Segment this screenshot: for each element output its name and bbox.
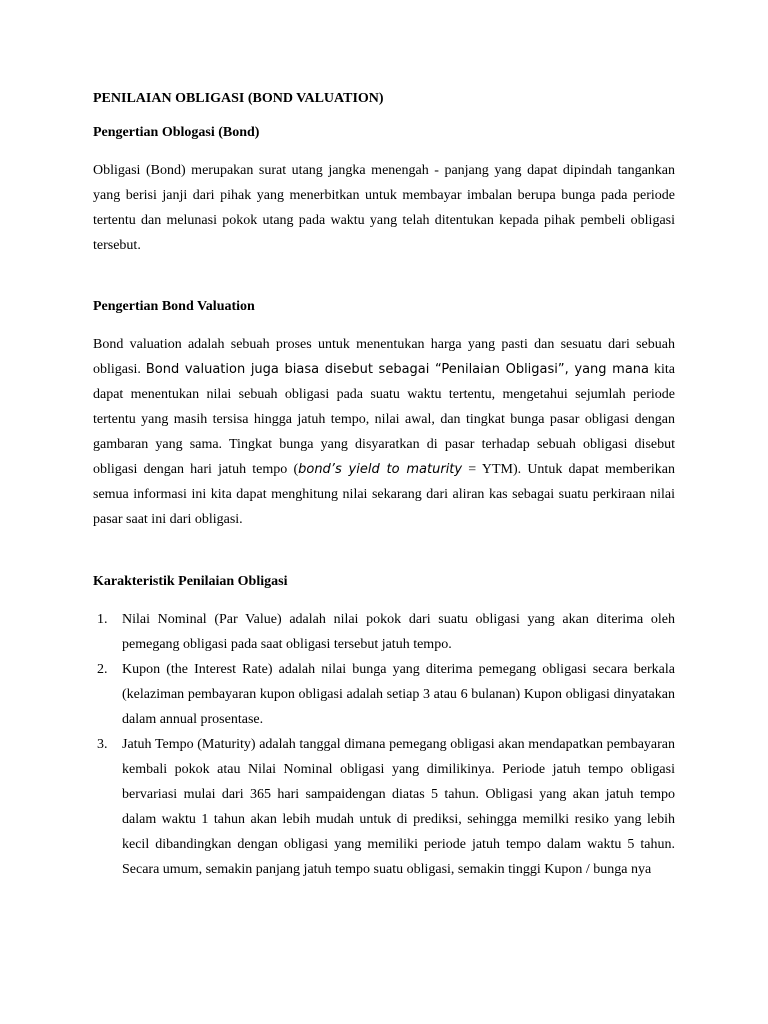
list-item-text: Kupon (the Interest Rate) adalah nilai bunga yang diterima pemegang obligasi secara berkala (kelaziman pembayaran kupon obligasi adalah setiap 3 atau 6 bulanan) Kupon obligasi dinyatakan dalam annual prosentase. (122, 662, 675, 727)
text-run: kita dapat menentukan nilai sebuah obligasi pada suatu waktu tertentu, mengetahui sejumlah periode tertentu yang masih tersisa hingga jatuh tempo, nilai awal, dan tingkat bunga pasar obligasi dengan gambaran yang sama. Tingkat bunga yang disyaratkan di pasar terhadap sebuah obligasi disebut obligasi dengan hari jatuh tempo ( (93, 362, 675, 477)
list-item-text: Nilai Nominal (Par Value) adalah nilai pokok dari suatu obligasi yang akan diterima oleh pemegang obligasi pada saat obligasi tersebut jatuh tempo. (122, 612, 675, 652)
section-spacer (93, 532, 675, 569)
list-item (93, 732, 675, 882)
section-heading-bond-valuation: Pengertian Bond Valuation (93, 299, 255, 314)
list-item (93, 657, 675, 732)
section-spacer (93, 258, 675, 294)
document-page (93, 86, 675, 882)
document-title: PENILAIAN OBLIGASI (BOND VALUATION) (93, 91, 384, 106)
paragraph-bond-definition: Obligasi (Bond) merupakan surat utang jangka menengah - panjang yang dapat dipindah tangankan yang berisi janji dari pihak yang menerbitkan untuk membayar imbalan berupa bunga pada periode tertentu dan melunasi pokok utang pada waktu yang telah ditentukan kepada pihak pembeli obligasi tersebut. (93, 163, 675, 253)
text-run: Bond valuation adalah sebuah proses untuk menentukan harga yang pasti dan sesuatu dari sebuah obligasi. (93, 337, 675, 377)
paragraph-bond-valuation (93, 332, 675, 532)
text-run-alt-font: Bond valuation juga biasa disebut sebagai “Penilaian Obligasi”, yang mana (145, 362, 649, 377)
characteristics-list (93, 607, 675, 882)
section-heading-bond-definition: Pengertian Oblogasi (Bond) (93, 125, 260, 140)
section-heading-characteristics: Karakteristik Penilaian Obligasi (93, 574, 288, 589)
list-item-number: 3. (97, 737, 108, 752)
list-item-number: 1. (97, 612, 108, 627)
list-item-text: Jatuh Tempo (Maturity) adalah tanggal dimana pemegang obligasi akan mendapatkan pembayaran kembali pokok atau Nilai Nominal obligasi yang dimilikinya. Periode jatuh tempo obligasi bervariasi mulai dari 365 hari sampaidengan diatas 5 tahun. Obligasi yang akan jatuh tempo dalam waktu 1 tahun akan lebih mudah untuk di prediksi, sehingga memilki resiko yang lebih kecil dibandingkan dengan obligasi yang memiliki periode jatuh tempo dalam waktu 5 tahun. Secara umum, semakin panjang jatuh tempo suatu obligasi, semakin tinggi Kupon / bunga nya (122, 737, 675, 877)
text-run: = YTM). Untuk dapat memberikan semua informasi ini kita dapat menghitung nilai sekarang dari aliran kas sebagai suatu perkiraan nilai pasar saat ini dari obligasi. (93, 462, 675, 527)
text-run-italic: bond’s yield to maturity (298, 462, 463, 477)
list-item-number: 2. (97, 662, 108, 677)
list-item (93, 607, 675, 657)
